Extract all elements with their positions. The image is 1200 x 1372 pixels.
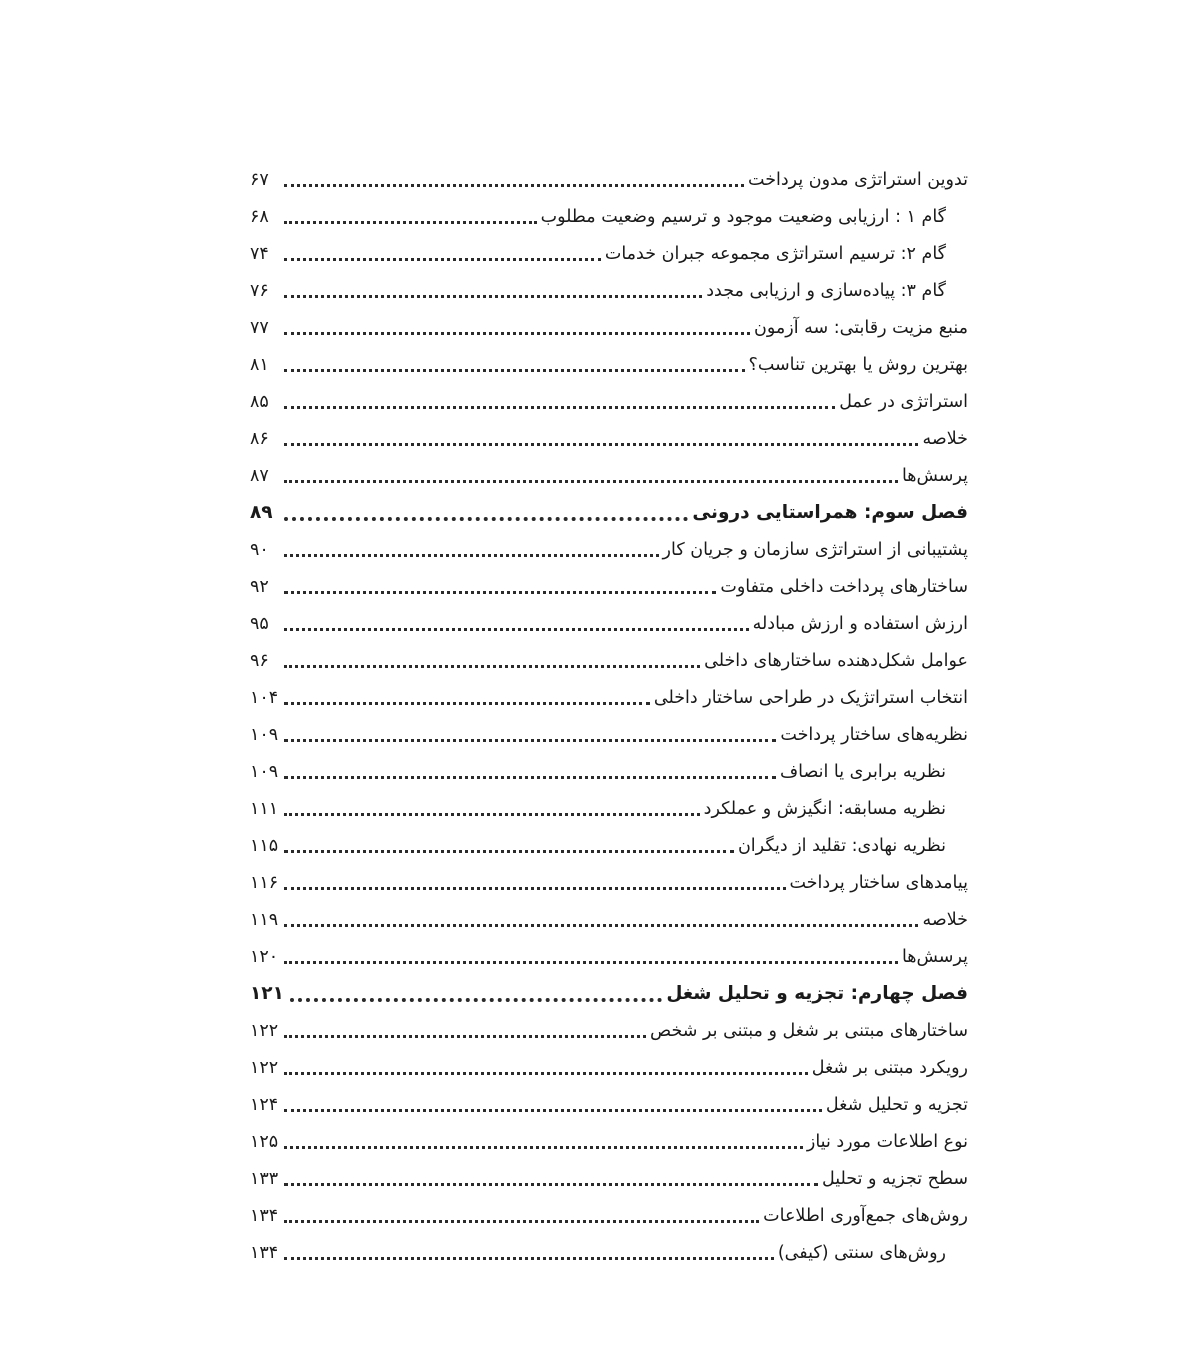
toc-entry-page: ۱۱۵ xyxy=(250,835,279,856)
toc-entry xyxy=(250,310,968,347)
toc-chapter-heading xyxy=(250,495,968,532)
toc-entry xyxy=(250,532,968,569)
toc-entry-title: استراتژی در عمل xyxy=(839,391,968,412)
toc-entry-title: گام ۱ : ارزیابی وضعیت موجود و ترسیم وضعیت مطلوب xyxy=(540,206,946,227)
dot-leader xyxy=(284,258,601,261)
dot-leader xyxy=(284,776,776,779)
toc-entry xyxy=(250,643,968,680)
toc-subentry xyxy=(250,273,968,310)
dot-leader xyxy=(284,1183,818,1186)
toc-entry-title: ساختارهای پرداخت داخلی متفاوت xyxy=(720,576,968,597)
toc-entry xyxy=(250,421,968,458)
toc-entry xyxy=(250,384,968,421)
toc-subentry xyxy=(250,754,968,791)
toc-entry-page: ۱۱۶ xyxy=(250,872,279,893)
dot-leader xyxy=(284,665,700,668)
dot-leader xyxy=(284,517,688,521)
toc-entry-page: ۷۴ xyxy=(250,243,269,264)
toc-entry-title: ارزش استفاده و ارزش مبادله xyxy=(752,613,968,634)
toc-subentry xyxy=(250,791,968,828)
dot-leader xyxy=(290,998,662,1002)
toc-entry-page: ۱۳۴ xyxy=(250,1205,279,1226)
toc-entry-page: ۱۲۲ xyxy=(250,1057,279,1078)
toc-entry xyxy=(250,1124,968,1161)
toc-entry-page: ۱۱۹ xyxy=(250,909,279,930)
dot-leader xyxy=(284,184,744,187)
toc-entry-title: سطح تجزیه و تحلیل xyxy=(821,1168,968,1189)
toc-entry-page: ۱۳۳ xyxy=(250,1168,279,1189)
toc-entry-page: ۸۹ xyxy=(250,502,273,524)
toc-entry xyxy=(250,1198,968,1235)
toc-entry-page: ۹۶ xyxy=(250,650,269,671)
dot-leader xyxy=(284,961,898,964)
dot-leader xyxy=(284,480,898,483)
dot-leader xyxy=(284,554,659,557)
toc-entry-title: نوع اطلاعات مورد نیاز xyxy=(806,1131,968,1152)
dot-leader xyxy=(284,850,734,853)
dot-leader xyxy=(284,1035,646,1038)
toc-entry-page: ۷۷ xyxy=(250,317,269,338)
toc-entry-title: پرسش‌ها xyxy=(901,946,968,967)
toc-entry-title: خلاصه xyxy=(922,909,968,930)
toc-entry xyxy=(250,347,968,384)
toc-entry-title: نظریه نهادی: تقلید از دیگران xyxy=(737,835,946,856)
toc-entry-page: ۹۰ xyxy=(250,539,269,560)
dot-leader xyxy=(284,1257,774,1260)
dot-leader xyxy=(284,1072,808,1075)
toc-entry xyxy=(250,1087,968,1124)
toc-entry-title: انتخاب استراتژیک در طراحی ساختار داخلی xyxy=(653,687,968,708)
toc-entry-page: ۹۲ xyxy=(250,576,269,597)
toc-entry-page: ۹۵ xyxy=(250,613,269,634)
toc-entry xyxy=(250,1161,968,1198)
toc-entry-title: روش‌های سنتی (کیفی) xyxy=(777,1242,946,1263)
toc-entry-title: ساختارهای مبتنی بر شغل و مبتنی بر شخص xyxy=(650,1020,968,1041)
toc-entry-page: ۱۱۱ xyxy=(250,798,279,819)
toc-entry xyxy=(250,458,968,495)
dot-leader xyxy=(284,887,785,890)
table-of-contents xyxy=(250,162,968,1272)
toc-entry-page: ۶۸ xyxy=(250,206,269,227)
toc-entry xyxy=(250,902,968,939)
toc-entry-title: تدوین استراتژی مدون پرداخت xyxy=(748,169,968,190)
toc-entry-title: نظریه‌های ساختار پرداخت xyxy=(780,724,968,745)
dot-leader xyxy=(284,628,749,631)
toc-entry xyxy=(250,939,968,976)
dot-leader xyxy=(284,813,699,816)
dot-leader xyxy=(284,295,702,298)
toc-entry-title: خلاصه xyxy=(922,428,968,449)
toc-entry-page: ۱۲۵ xyxy=(250,1131,279,1152)
toc-entry-page: ۱۰۹ xyxy=(250,724,279,745)
toc-entry-page: ۸۱ xyxy=(250,354,269,375)
toc-entry-page: ۷۶ xyxy=(250,280,269,301)
toc-entry-title: فصل چهارم: تجزیه و تحلیل شغل xyxy=(666,983,968,1005)
toc-entry-page: ۱۲۱ xyxy=(250,983,284,1005)
dot-leader xyxy=(284,406,835,409)
toc-subentry xyxy=(250,1235,968,1272)
toc-chapter-heading xyxy=(250,976,968,1013)
toc-entry-page: ۸۵ xyxy=(250,391,269,412)
toc-entry-page: ۱۲۰ xyxy=(250,946,279,967)
dot-leader xyxy=(284,924,918,927)
dot-leader xyxy=(284,332,750,335)
toc-entry xyxy=(250,569,968,606)
dot-leader xyxy=(284,1220,759,1223)
dot-leader xyxy=(284,221,537,224)
toc-entry xyxy=(250,606,968,643)
toc-subentry xyxy=(250,236,968,273)
toc-entry-title: بهترین روش یا بهترین تناسب؟ xyxy=(748,354,968,375)
dot-leader xyxy=(284,739,776,742)
toc-entry-page: ۸۶ xyxy=(250,428,269,449)
toc-entry-title: پیامدهای ساختار پرداخت xyxy=(789,872,968,893)
toc-entry-title: روش‌های جمع‌آوری اطلاعات xyxy=(763,1205,968,1226)
toc-entry xyxy=(250,162,968,199)
toc-entry-page: ۱۰۹ xyxy=(250,761,279,782)
dot-leader xyxy=(284,702,650,705)
toc-entry-title: عوامل شکل‌دهنده ساختارهای داخلی xyxy=(704,650,968,671)
dot-leader xyxy=(284,369,745,372)
toc-entry xyxy=(250,1013,968,1050)
toc-entry-title: رویکرد مبتنی بر شغل xyxy=(811,1057,968,1078)
dot-leader xyxy=(284,1146,803,1149)
dot-leader xyxy=(284,443,918,446)
toc-entry-page: ۱۲۴ xyxy=(250,1094,279,1115)
toc-entry xyxy=(250,717,968,754)
toc-entry-title: منبع مزیت رقابتی: سه آزمون xyxy=(754,317,968,338)
toc-entry xyxy=(250,1050,968,1087)
toc-entry-title: پرسش‌ها xyxy=(901,465,968,486)
toc-entry-title: نظریه مسابقه: انگیزش و عملکرد xyxy=(703,798,946,819)
toc-entry-page: ۱۰۴ xyxy=(250,687,279,708)
toc-entry-title: فصل سوم: همراستایی درونی xyxy=(692,502,968,524)
toc-entry xyxy=(250,865,968,902)
toc-entry-page: ۶۷ xyxy=(250,169,269,190)
dot-leader xyxy=(284,591,716,594)
toc-subentry xyxy=(250,828,968,865)
toc-entry-page: ۱۳۴ xyxy=(250,1242,279,1263)
toc-entry-title: تجزیه و تحلیل شغل xyxy=(825,1094,968,1115)
toc-subentry xyxy=(250,199,968,236)
dot-leader xyxy=(284,1109,822,1112)
toc-entry-title: گام ۲: ترسیم استراتژی مجموعه جبران خدمات xyxy=(604,243,946,264)
toc-entry-title: گام ۳: پیاده‌سازی و ارزیابی مجدد xyxy=(706,280,946,301)
toc-entry-title: نظریه برابری یا انصاف xyxy=(779,761,946,782)
toc-entry-page: ۸۷ xyxy=(250,465,269,486)
toc-entry-title: پشتیبانی از استراتژی سازمان و جریان کار xyxy=(662,539,968,560)
toc-entry-page: ۱۲۲ xyxy=(250,1020,279,1041)
toc-entry xyxy=(250,680,968,717)
